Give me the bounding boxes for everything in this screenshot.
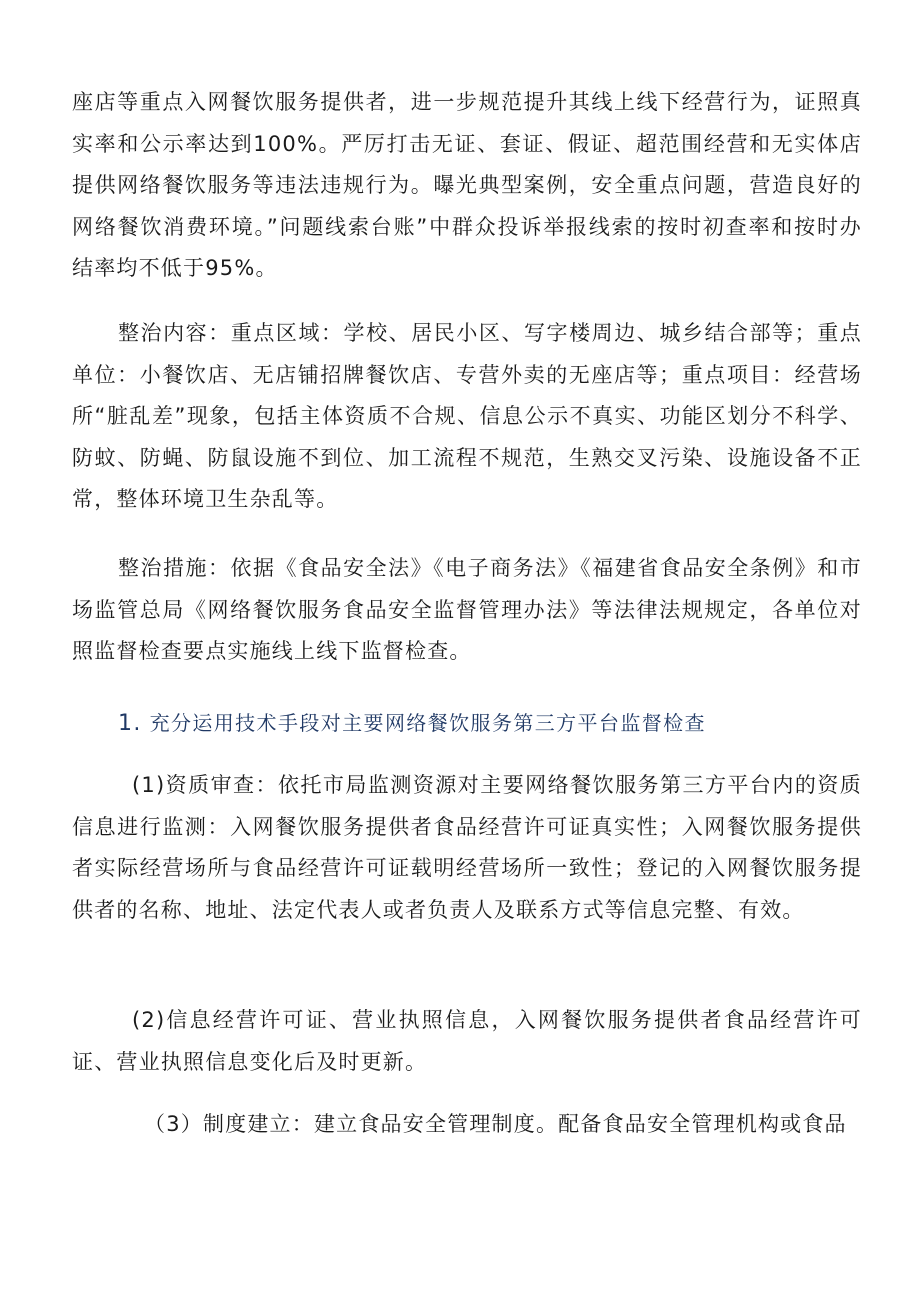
section-heading: [118, 703, 706, 744]
paragraph-rectification-measures: 整治措施：依据《食品安全法》《电子商务法》《福建省食品安全条例》和市场监管总局《网络餐饮服务食品安全监督管理办法》等法律法规规定，各单位对照监督检查要点实施线上线下监督检查。: [72, 556, 862, 663]
paragraph-rectification-content: 整治内容：重点区域：学校、居民小区、写字楼周边、城乡结合部等；重点单位：小餐饮店、无店铺招牌餐饮店、专营外卖的无座店等；重点项目：经营场所“脏乱差”现象，包括主体资质不合规、信息公示不真实、功能区划分不科学、防蚊、防蝇、防鼠设施不到位、加工流程不规范，生熟交叉污染、设施设备不正常，整体环境卫生杂乱等。: [72, 321, 862, 511]
paragraph-item-3-system-building: （3）制度建立：建立食品安全管理制度。配备食品安全管理机构或食品: [144, 1112, 847, 1136]
paragraph-item-1-qualification-review: (1)资质审查：依托市局监测资源对主要网络餐饮服务第三方平台内的资质信息进行监测：入网餐饮服务提供者食品经营许可证真实性；入网餐饮服务提供者实际经营场所与食品经营许可证载明经营场所一致性；登记的入网餐饮服务提供者的名称、地址、法定代表人或者负责人及联系方式等信息完整、有效。: [72, 773, 862, 922]
paragraph-item-2-license-info: (2)信息经营许可证、营业执照信息，入网餐饮服务提供者食品经营许可证、营业执照信息变化后及时更新。: [72, 1008, 862, 1074]
paragraph-goals: 座店等重点入网餐饮服务提供者，进一步规范提升其线上线下经营行为，证照真实率和公示率达到100%。严厉打击无证、套证、假证、超范围经营和无实体店提供网络餐饮服务等违法违规行为。曝光典型案例，安全重点问题，营造良好的网络餐饮消费环境。”问题线索台账”中群众投诉举报线索的按时初查率和按时办结率均不低于95%。: [72, 90, 862, 280]
section-heading-text: 充分运用技术手段对主要网络餐饮服务第三方平台监督检查: [149, 711, 706, 735]
section-heading-number: 1.: [118, 711, 142, 736]
